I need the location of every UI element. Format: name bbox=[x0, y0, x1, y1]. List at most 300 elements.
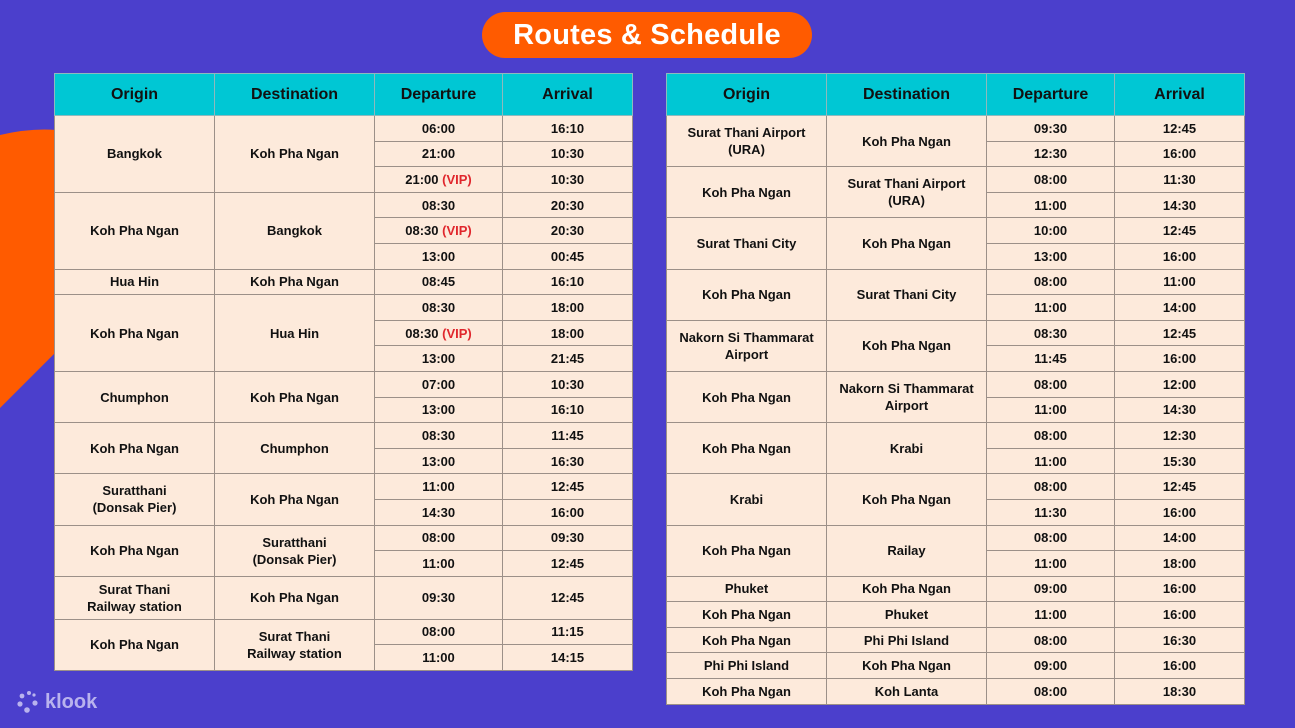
column-header-departure: Departure bbox=[987, 74, 1115, 116]
origin-cell bbox=[667, 602, 827, 628]
departure-time: 13:00 bbox=[1033, 248, 1068, 264]
departure-time: 11:00 bbox=[1034, 555, 1067, 571]
table-row bbox=[667, 474, 1245, 500]
arrival-cell bbox=[1115, 371, 1245, 397]
origin-text: Koh Pha Ngan bbox=[702, 543, 791, 559]
departure-cell bbox=[987, 448, 1115, 474]
column-header-destination: Destination bbox=[215, 74, 375, 116]
arrival-cell bbox=[503, 116, 633, 142]
arrival-time: 16:00 bbox=[1162, 351, 1197, 367]
origin-text: Bangkok bbox=[107, 146, 162, 162]
origin-cell bbox=[667, 474, 827, 525]
column-header-origin: Origin bbox=[55, 74, 215, 116]
origin-cell bbox=[667, 320, 827, 371]
departure-time: 08:30 bbox=[421, 427, 456, 443]
origin-cell bbox=[667, 116, 827, 167]
arrival-cell bbox=[503, 551, 633, 577]
destination-cell bbox=[827, 269, 987, 320]
departure-cell bbox=[375, 551, 503, 577]
vip-badge: (VIP) bbox=[442, 171, 472, 187]
arrival-cell bbox=[503, 346, 633, 372]
destination-text: Koh Pha Ngan bbox=[862, 133, 951, 149]
departure-time: 08:00 bbox=[421, 624, 456, 640]
departure-time: 08:45 bbox=[421, 274, 456, 290]
origin-cell bbox=[55, 116, 215, 193]
arrival-time: 16:00 bbox=[1162, 146, 1197, 162]
destination-text: Koh Pha Ngan bbox=[250, 146, 339, 162]
table-row bbox=[55, 576, 633, 619]
departure-cell bbox=[375, 474, 503, 500]
table-row bbox=[55, 619, 633, 645]
origin-text: Koh Pha Ngan bbox=[90, 325, 179, 341]
arrival-cell bbox=[1115, 116, 1245, 142]
origin-cell bbox=[667, 679, 827, 705]
arrival-cell bbox=[1115, 499, 1245, 525]
column-header-arrival: Arrival bbox=[1115, 74, 1245, 116]
destination-cell bbox=[827, 602, 987, 628]
departure-time: 13:00 bbox=[421, 453, 456, 469]
origin-cell bbox=[667, 218, 827, 269]
destination-text: Koh Pha Ngan bbox=[862, 491, 951, 507]
destination-cell bbox=[215, 269, 375, 295]
arrival-time: 16:00 bbox=[1162, 607, 1197, 623]
arrival-time: 10:30 bbox=[550, 376, 585, 392]
table-row bbox=[667, 576, 1245, 602]
schedule-table-left bbox=[54, 73, 633, 671]
departure-cell bbox=[987, 116, 1115, 142]
header-row bbox=[55, 74, 633, 116]
origin-cell bbox=[55, 192, 215, 269]
table-row bbox=[55, 371, 633, 397]
departure-cell bbox=[987, 346, 1115, 372]
table-row bbox=[55, 474, 633, 500]
arrival-cell bbox=[1115, 167, 1245, 193]
table-row bbox=[55, 423, 633, 449]
arrival-time: 16:00 bbox=[1162, 658, 1197, 674]
departure-cell bbox=[375, 645, 503, 671]
arrival-time: 11:00 bbox=[1163, 274, 1196, 290]
arrival-cell bbox=[503, 448, 633, 474]
departure-time: 08:30 bbox=[405, 325, 439, 341]
table-row bbox=[667, 525, 1245, 551]
departure-time: 13:00 bbox=[421, 351, 456, 367]
arrival-time: 20:30 bbox=[550, 197, 585, 213]
arrival-time: 10:30 bbox=[550, 146, 585, 162]
departure-cell bbox=[987, 371, 1115, 397]
arrival-time: 11:15 bbox=[551, 624, 584, 640]
arrival-time: 21:45 bbox=[550, 351, 585, 367]
destination-text: Koh Pha Ngan bbox=[250, 389, 339, 405]
arrival-time: 16:00 bbox=[550, 504, 585, 520]
departure-time: 11:45 bbox=[1034, 351, 1067, 367]
arrival-time: 12:45 bbox=[550, 555, 585, 571]
destination-cell bbox=[827, 525, 987, 576]
origin-cell bbox=[667, 627, 827, 653]
table-row bbox=[667, 371, 1245, 397]
table-row bbox=[55, 295, 633, 321]
destination-text: Chumphon bbox=[260, 440, 329, 456]
arrival-time: 18:00 bbox=[1162, 555, 1197, 571]
departure-time: 11:00 bbox=[1034, 299, 1067, 315]
destination-cell bbox=[827, 679, 987, 705]
departure-time: 07:00 bbox=[421, 376, 456, 392]
table-row bbox=[55, 192, 633, 218]
origin-cell bbox=[667, 423, 827, 474]
departure-time: 14:30 bbox=[421, 504, 456, 520]
departure-time: 11:00 bbox=[1034, 197, 1067, 213]
destination-cell bbox=[215, 423, 375, 474]
table-row bbox=[667, 269, 1245, 295]
departure-cell bbox=[375, 525, 503, 551]
departure-cell bbox=[375, 141, 503, 167]
arrival-time: 12:00 bbox=[1162, 376, 1197, 392]
departure-cell bbox=[375, 295, 503, 321]
origin-text: Koh Pha Ngan bbox=[90, 637, 179, 653]
destination-cell bbox=[215, 576, 375, 619]
arrival-time: 12:45 bbox=[550, 590, 585, 606]
departure-time: 08:00 bbox=[421, 530, 456, 546]
origin-text: Krabi bbox=[729, 491, 764, 507]
departure-cell bbox=[987, 320, 1115, 346]
origin-cell bbox=[55, 474, 215, 525]
departure-cell bbox=[987, 423, 1115, 449]
arrival-time: 14:30 bbox=[1162, 197, 1197, 213]
departure-cell bbox=[375, 346, 503, 372]
arrival-cell bbox=[1115, 551, 1245, 577]
origin-text: Hua Hin bbox=[109, 274, 160, 290]
departure-time: 09:00 bbox=[1033, 658, 1068, 674]
arrival-time: 12:45 bbox=[1162, 223, 1197, 239]
destination-text: Koh Pha Ngan bbox=[862, 235, 951, 251]
departure-time: 08:30 bbox=[1033, 325, 1068, 341]
column-header-origin: Origin bbox=[667, 74, 827, 116]
arrival-time: 16:30 bbox=[1162, 632, 1197, 648]
column-header-departure: Departure bbox=[375, 74, 503, 116]
destination-cell bbox=[215, 116, 375, 193]
vip-badge: (VIP) bbox=[442, 325, 472, 341]
destination-cell bbox=[215, 619, 375, 670]
arrival-cell bbox=[1115, 269, 1245, 295]
arrival-time: 12:30 bbox=[1162, 427, 1197, 443]
departure-cell bbox=[375, 116, 503, 142]
arrival-cell bbox=[503, 474, 633, 500]
departure-cell bbox=[375, 167, 503, 193]
origin-cell bbox=[55, 576, 215, 619]
departure-time: 11:00 bbox=[422, 650, 455, 666]
arrival-time: 12:45 bbox=[1162, 479, 1197, 495]
arrival-cell bbox=[503, 371, 633, 397]
arrival-cell bbox=[503, 192, 633, 218]
departure-time: 08:00 bbox=[1033, 376, 1068, 392]
arrival-cell bbox=[1115, 320, 1245, 346]
arrival-cell bbox=[503, 645, 633, 671]
destination-cell bbox=[215, 474, 375, 525]
departure-cell bbox=[987, 397, 1115, 423]
origin-cell bbox=[55, 423, 215, 474]
destination-cell bbox=[827, 371, 987, 422]
departure-cell bbox=[987, 499, 1115, 525]
departure-time: 13:00 bbox=[421, 248, 456, 264]
origin-cell bbox=[55, 269, 215, 295]
arrival-cell bbox=[503, 397, 633, 423]
arrival-time: 14:00 bbox=[1162, 530, 1197, 546]
arrival-cell bbox=[1115, 627, 1245, 653]
arrival-cell bbox=[1115, 576, 1245, 602]
origin-cell bbox=[667, 269, 827, 320]
table-row bbox=[667, 116, 1245, 142]
origin-text: Koh Pha Ngan bbox=[702, 184, 791, 200]
arrival-time: 18:30 bbox=[1162, 683, 1197, 699]
arrival-cell bbox=[503, 269, 633, 295]
table-row bbox=[667, 218, 1245, 244]
arrival-cell bbox=[1115, 295, 1245, 321]
departure-cell bbox=[987, 653, 1115, 679]
departure-cell bbox=[375, 423, 503, 449]
arrival-time: 12:45 bbox=[550, 479, 585, 495]
departure-cell bbox=[987, 295, 1115, 321]
arrival-cell bbox=[503, 499, 633, 525]
table-row bbox=[55, 269, 633, 295]
departure-time: 11:00 bbox=[1034, 402, 1067, 418]
departure-time: 11:00 bbox=[1034, 607, 1067, 623]
departure-time: 13:00 bbox=[421, 402, 456, 418]
klook-logo-icon bbox=[16, 690, 40, 714]
destination-cell bbox=[827, 576, 987, 602]
table-row bbox=[667, 320, 1245, 346]
header-row bbox=[667, 74, 1245, 116]
destination-text: Surat Thani Railway station bbox=[247, 628, 342, 661]
arrival-time: 10:30 bbox=[550, 171, 585, 187]
origin-cell bbox=[667, 653, 827, 679]
departure-cell bbox=[375, 499, 503, 525]
arrival-time: 09:30 bbox=[550, 530, 585, 546]
page-title: Routes & Schedule bbox=[482, 12, 812, 58]
arrival-time: 11:45 bbox=[551, 427, 584, 443]
arrival-time: 16:00 bbox=[1162, 248, 1197, 264]
arrival-cell bbox=[1115, 346, 1245, 372]
origin-cell bbox=[667, 371, 827, 422]
departure-cell bbox=[375, 576, 503, 619]
arrival-cell bbox=[1115, 192, 1245, 218]
origin-text: Surat Thani Railway station bbox=[87, 581, 182, 614]
destination-cell bbox=[827, 423, 987, 474]
departure-cell bbox=[987, 627, 1115, 653]
arrival-cell bbox=[1115, 653, 1245, 679]
table-row bbox=[667, 423, 1245, 449]
departure-time: 11:00 bbox=[422, 479, 455, 495]
destination-cell bbox=[827, 320, 987, 371]
decorative-orange-shape bbox=[0, 0, 60, 420]
destination-cell bbox=[215, 295, 375, 372]
departure-cell bbox=[987, 602, 1115, 628]
origin-text: Koh Pha Ngan bbox=[702, 683, 791, 699]
origin-text: Koh Pha Ngan bbox=[90, 223, 179, 239]
arrival-time: 00:45 bbox=[550, 248, 585, 264]
arrival-time: 14:15 bbox=[550, 650, 585, 666]
destination-text: Surat Thani City bbox=[856, 287, 957, 303]
destination-cell bbox=[827, 218, 987, 269]
departure-time: 08:00 bbox=[1033, 530, 1068, 546]
arrival-cell bbox=[1115, 448, 1245, 474]
origin-text: Koh Pha Ngan bbox=[702, 440, 791, 456]
departure-cell bbox=[987, 269, 1115, 295]
destination-cell bbox=[827, 627, 987, 653]
destination-text: Koh Pha Ngan bbox=[862, 581, 951, 597]
destination-text: Surat Thani Airport (URA) bbox=[847, 176, 966, 209]
destination-text: Phi Phi Island bbox=[863, 632, 950, 648]
departure-cell bbox=[987, 243, 1115, 269]
departure-cell bbox=[375, 619, 503, 645]
departure-cell bbox=[987, 474, 1115, 500]
vip-badge: (VIP) bbox=[442, 223, 472, 239]
destination-cell bbox=[215, 525, 375, 576]
table-row bbox=[667, 679, 1245, 705]
departure-time: 11:30 bbox=[1034, 504, 1067, 520]
column-header-arrival: Arrival bbox=[503, 74, 633, 116]
arrival-cell bbox=[503, 218, 633, 244]
destination-text: Koh Pha Ngan bbox=[862, 338, 951, 354]
departure-time: 10:00 bbox=[1033, 223, 1068, 239]
arrival-cell bbox=[503, 295, 633, 321]
destination-text: Phuket bbox=[884, 607, 929, 623]
origin-text: Chumphon bbox=[100, 389, 169, 405]
origin-text: Phi Phi Island bbox=[703, 658, 790, 674]
arrival-cell bbox=[503, 525, 633, 551]
arrival-cell bbox=[1115, 679, 1245, 705]
departure-cell bbox=[987, 551, 1115, 577]
arrival-cell bbox=[503, 423, 633, 449]
departure-time: 08:30 bbox=[421, 197, 456, 213]
arrival-cell bbox=[1115, 423, 1245, 449]
destination-cell bbox=[827, 653, 987, 679]
arrival-cell bbox=[503, 619, 633, 645]
origin-text: Suratthani (Donsak Pier) bbox=[92, 483, 177, 516]
destination-text: Nakorn Si Thammarat Airport bbox=[839, 381, 974, 414]
arrival-cell bbox=[1115, 141, 1245, 167]
table-row bbox=[55, 525, 633, 551]
table-row bbox=[667, 627, 1245, 653]
destination-text: Hua Hin bbox=[269, 325, 320, 341]
departure-cell bbox=[375, 269, 503, 295]
destination-cell bbox=[827, 167, 987, 218]
departure-cell bbox=[375, 192, 503, 218]
departure-cell bbox=[987, 218, 1115, 244]
departure-time: 21:00 bbox=[421, 146, 456, 162]
origin-cell bbox=[667, 525, 827, 576]
departure-time: 08:30 bbox=[405, 223, 439, 239]
departure-time: 08:00 bbox=[1033, 274, 1068, 290]
departure-cell bbox=[987, 576, 1115, 602]
departure-time: 09:00 bbox=[1033, 581, 1068, 597]
origin-text: Nakorn Si Thammarat Airport bbox=[679, 329, 814, 362]
departure-cell bbox=[375, 320, 503, 346]
destination-text: Bangkok bbox=[267, 223, 322, 239]
arrival-time: 18:00 bbox=[550, 325, 585, 341]
arrival-time: 11:30 bbox=[1163, 171, 1196, 187]
arrival-cell bbox=[1115, 602, 1245, 628]
arrival-time: 14:00 bbox=[1162, 299, 1197, 315]
table-row bbox=[667, 167, 1245, 193]
table-row bbox=[55, 116, 633, 142]
origin-cell bbox=[667, 167, 827, 218]
origin-cell bbox=[55, 619, 215, 670]
departure-time: 09:30 bbox=[421, 590, 456, 606]
destination-cell bbox=[827, 116, 987, 167]
arrival-cell bbox=[1115, 397, 1245, 423]
arrival-time: 12:45 bbox=[1162, 325, 1197, 341]
arrival-time: 16:10 bbox=[550, 120, 585, 136]
destination-text: Koh Pha Ngan bbox=[250, 491, 339, 507]
origin-text: Koh Pha Ngan bbox=[702, 389, 791, 405]
departure-time: 11:00 bbox=[1034, 453, 1067, 469]
departure-time: 06:00 bbox=[421, 120, 456, 136]
arrival-cell bbox=[1115, 218, 1245, 244]
destination-text: Suratthani (Donsak Pier) bbox=[252, 534, 337, 567]
klook-logo bbox=[16, 690, 97, 714]
destination-cell bbox=[827, 474, 987, 525]
arrival-time: 16:30 bbox=[550, 453, 585, 469]
departure-cell bbox=[987, 167, 1115, 193]
destination-text: Koh Pha Ngan bbox=[250, 590, 339, 606]
arrival-cell bbox=[1115, 474, 1245, 500]
origin-cell bbox=[55, 371, 215, 422]
departure-cell bbox=[375, 371, 503, 397]
departure-time: 12:30 bbox=[1033, 146, 1068, 162]
departure-time: 21:00 bbox=[405, 171, 439, 187]
destination-text: Koh Pha Ngan bbox=[862, 658, 951, 674]
origin-text: Surat Thani City bbox=[696, 235, 797, 251]
column-header-destination: Destination bbox=[827, 74, 987, 116]
arrival-cell bbox=[503, 576, 633, 619]
arrival-cell bbox=[503, 141, 633, 167]
departure-time: 08:00 bbox=[1033, 479, 1068, 495]
origin-cell bbox=[55, 525, 215, 576]
origin-text: Koh Pha Ngan bbox=[90, 440, 179, 456]
table-row bbox=[667, 653, 1245, 679]
origin-text: Surat Thani Airport (URA) bbox=[687, 125, 806, 158]
departure-cell bbox=[375, 397, 503, 423]
departure-cell bbox=[987, 141, 1115, 167]
departure-time: 08:00 bbox=[1033, 632, 1068, 648]
arrival-time: 18:00 bbox=[550, 299, 585, 315]
destination-text: Railay bbox=[887, 543, 926, 559]
departure-cell bbox=[987, 192, 1115, 218]
arrival-time: 16:00 bbox=[1162, 504, 1197, 520]
arrival-time: 16:00 bbox=[1162, 581, 1197, 597]
schedule-table-right bbox=[666, 73, 1245, 705]
arrival-time: 12:45 bbox=[1162, 120, 1197, 136]
departure-cell bbox=[987, 525, 1115, 551]
arrival-cell bbox=[1115, 525, 1245, 551]
origin-text: Koh Pha Ngan bbox=[702, 632, 791, 648]
departure-time: 09:30 bbox=[1033, 120, 1068, 136]
klook-logo-text: klook bbox=[45, 690, 98, 713]
destination-cell bbox=[215, 371, 375, 422]
destination-text: Koh Pha Ngan bbox=[250, 274, 339, 290]
origin-text: Koh Pha Ngan bbox=[702, 287, 791, 303]
arrival-cell bbox=[503, 320, 633, 346]
departure-cell bbox=[987, 679, 1115, 705]
arrival-time: 15:30 bbox=[1162, 453, 1197, 469]
destination-cell bbox=[215, 192, 375, 269]
departure-time: 08:30 bbox=[421, 299, 456, 315]
departure-time: 11:00 bbox=[422, 555, 455, 571]
arrival-time: 16:10 bbox=[550, 274, 585, 290]
origin-text: Koh Pha Ngan bbox=[90, 543, 179, 559]
origin-cell bbox=[667, 576, 827, 602]
departure-time: 08:00 bbox=[1033, 683, 1068, 699]
arrival-cell bbox=[503, 167, 633, 193]
